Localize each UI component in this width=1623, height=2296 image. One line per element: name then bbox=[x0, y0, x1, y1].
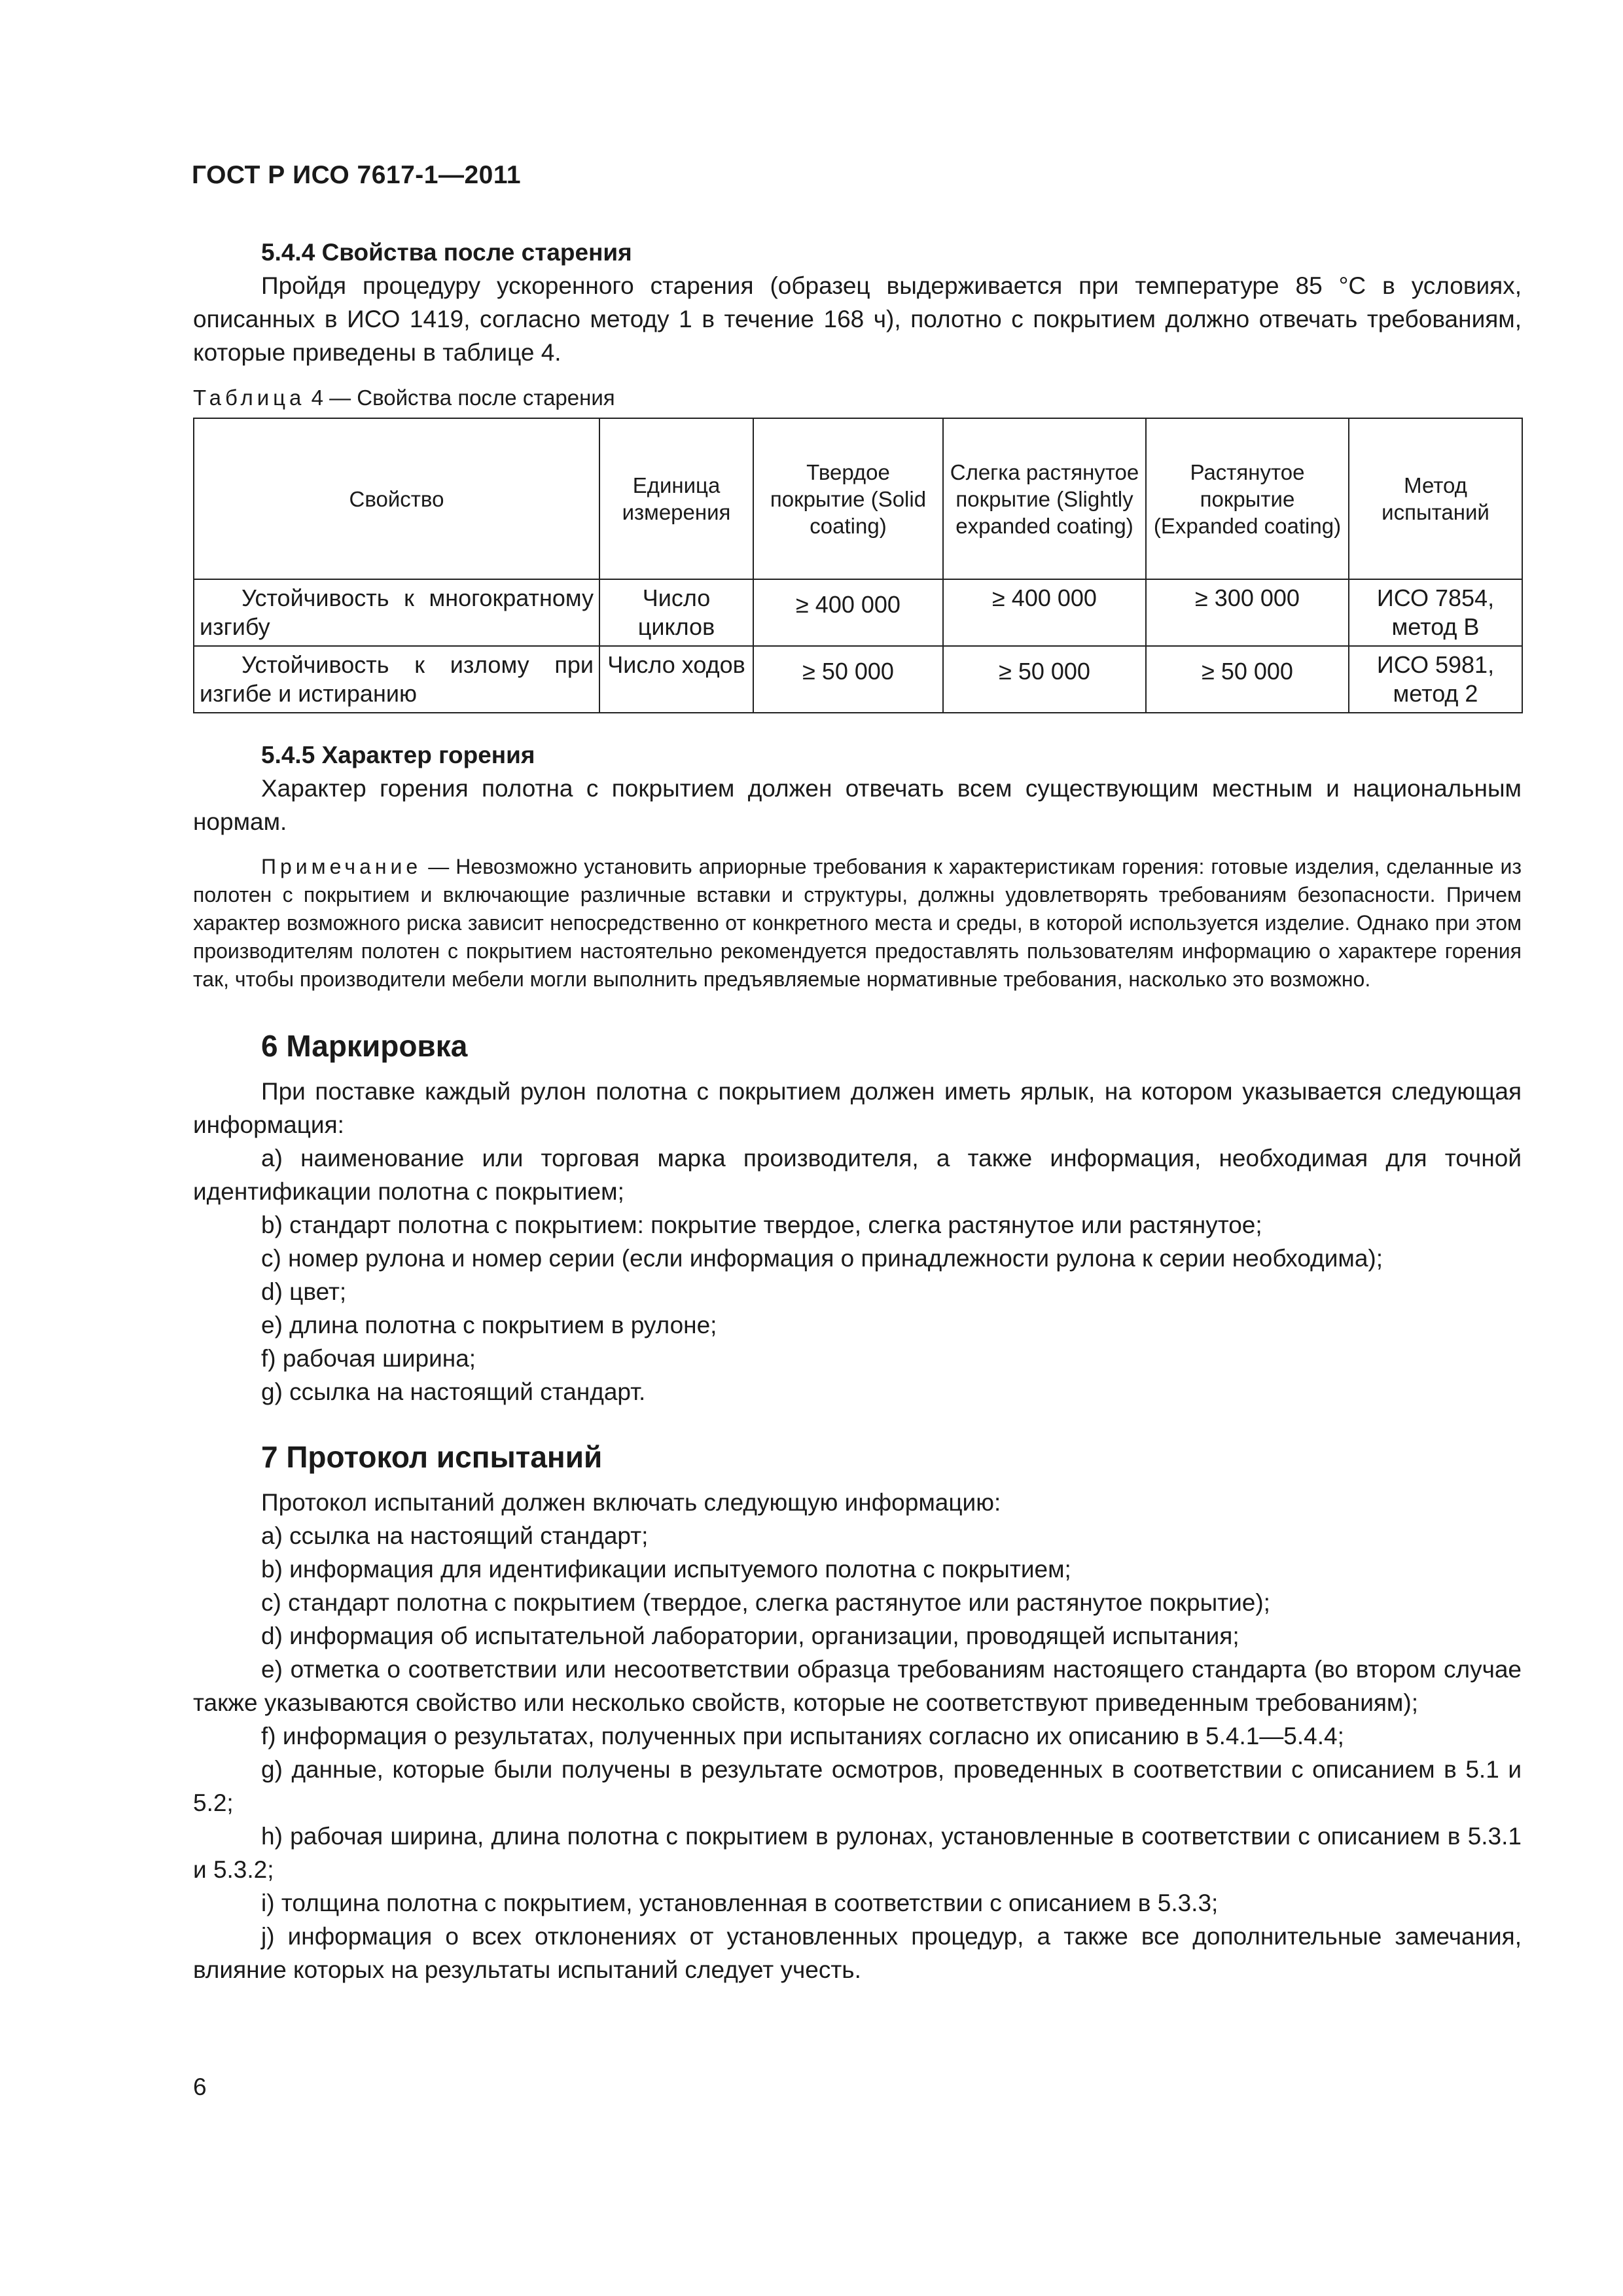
table-4-header-cell: Твердое покрытие (Solid coating) bbox=[753, 418, 943, 579]
table-cell-value: ≥ 400 000 bbox=[753, 579, 943, 646]
table-cell-value: ≥ 50 000 bbox=[1146, 646, 1349, 713]
list-item: d) информация об испытательной лаборатории, организации, проводящей испытания; bbox=[261, 1623, 1240, 1649]
table-4-caption bbox=[193, 384, 1522, 412]
table-4-header-cell: Единица измерения bbox=[599, 418, 753, 579]
table-cell-value: ≥ 50 000 bbox=[753, 646, 943, 713]
section-7-intro: Протокол испытаний должен включать следующую информацию: bbox=[261, 1489, 1001, 1516]
list-item: f) информация о результатах, полученных при испытаниях согласно их описанию в 5.4.1—5.4.4; bbox=[261, 1723, 1344, 1749]
list-item: d) цвет; bbox=[261, 1278, 347, 1305]
table-4-header-cell: Метод испытаний bbox=[1349, 418, 1522, 579]
table-cell-value: ≥ 300 000 bbox=[1146, 579, 1349, 646]
section-5-4-5-heading: 5.4.5 Характер горения bbox=[261, 742, 535, 768]
table-4-header-cell: Слегка растянутое покрытие (Slightly expanded coating) bbox=[943, 418, 1146, 579]
table-cell-property: Устойчивость к излому при изгибе и истиранию bbox=[194, 646, 599, 713]
table-4 bbox=[193, 418, 1523, 713]
table-4-caption-title: 4 — Свойства после старения bbox=[311, 386, 615, 410]
list-item: i) толщина полотна с покрытием, установленная в соответствии с описанием в 5.3.3; bbox=[261, 1890, 1219, 1916]
list-item: a) ссылка на настоящий стандарт; bbox=[261, 1522, 649, 1549]
table-4-header-row bbox=[194, 418, 1522, 579]
table-row bbox=[194, 579, 1522, 646]
section-5-4-4-paragraph: Пройдя процедуру ускоренного старения (образец выдерживается при температуре 85 °C в условиях, описанных в ИСО 1419, согласно методу 1 в течение 168 ч), полотно с покрытием должно отвечать требованиям, которые приведены в таблице 4. bbox=[193, 272, 1522, 366]
page-content bbox=[193, 236, 1522, 1986]
section-6-intro: При поставке каждый рулон полотна с покрытием должен иметь ярлык, на котором указывается следующая информация: bbox=[193, 1078, 1522, 1138]
list-item: b) информация для идентификации испытуемого полотна с покрытием; bbox=[261, 1556, 1071, 1583]
table-cell-property: Устойчивость к многократному изгибу bbox=[194, 579, 599, 646]
table-cell-unit: Число циклов bbox=[599, 579, 753, 646]
section-7-heading: 7 Протокол испытаний bbox=[261, 1440, 603, 1474]
table-4-header-cell: Растянутое покрытие (Expanded coating) bbox=[1146, 418, 1349, 579]
page-number: 6 bbox=[193, 2073, 207, 2100]
section-5-4-5-paragraph: Характер горения полотна с покрытием должен отвечать всем существующим местным и национальным нормам. bbox=[193, 775, 1522, 835]
list-item: f) рабочая ширина; bbox=[261, 1345, 476, 1372]
table-4-caption-word: Таблица bbox=[193, 386, 306, 410]
note-text: — Невозможно установить априорные требования к характеристикам горения: готовые изделия, сделанные из полотен с покрытием и включающие различные вставки и структуры, должны удовлетворять требованиям безопасности. Причем характер возможного риска зависит непосредственно от конкретного места и среды, в которой используется изделие. Однако при этом производителям полотен с покрытием настоятельно рекомендуется предоставлять пользователям информацию о характере горения так, чтобы производители мебели могли выполнить предъявляемые нормативные требования, насколько это возможно. bbox=[193, 855, 1522, 991]
document-header: ГОСТ Р ИСО 7617-1—2011 bbox=[192, 161, 522, 189]
list-item: e) длина полотна с покрытием в рулоне; bbox=[261, 1312, 717, 1338]
note bbox=[193, 853, 1522, 994]
list-item: j) информация о всех отклонениях от установленных процедур, а также все дополнительные замечания, влияние которых на результаты испытаний следует учесть. bbox=[193, 1923, 1522, 1983]
list-item: g) ссылка на настоящий стандарт. bbox=[261, 1378, 646, 1405]
note-label: Примечание bbox=[261, 855, 422, 878]
section-6-heading: 6 Маркировка bbox=[261, 1029, 468, 1063]
list-item: c) номер рулона и номер серии (если информация о принадлежности рулона к серии необходима); bbox=[261, 1245, 1383, 1272]
list-item: h) рабочая ширина, длина полотна с покрытием в рулонах, установленные в соответствии с описанием в 5.3.1 и 5.3.2; bbox=[193, 1823, 1522, 1883]
table-cell-value: ≥ 400 000 bbox=[943, 579, 1146, 646]
table-cell-method: ИСО 5981, метод 2 bbox=[1349, 646, 1522, 713]
table-cell-method: ИСО 7854, метод В bbox=[1349, 579, 1522, 646]
list-item: c) стандарт полотна с покрытием (твердое, слегка растянутое или растянутое покрытие); bbox=[261, 1589, 1270, 1616]
table-4-header-cell: Свойство bbox=[194, 418, 599, 579]
table-cell-value: ≥ 50 000 bbox=[943, 646, 1146, 713]
list-item: g) данные, которые были получены в результате осмотров, проведенных в соответствии с описанием в 5.1 и 5.2; bbox=[193, 1756, 1522, 1816]
table-cell-unit: Число ходов bbox=[599, 646, 753, 713]
section-5-4-4-heading: 5.4.4 Свойства после старения bbox=[261, 239, 632, 266]
list-item: e) отметка о соответствии или несоответствии образца требованиям настоящего стандарта (во втором случае также указываются свойство или несколько свойств, которые не соответствуют приведенным требованиям); bbox=[193, 1656, 1522, 1716]
list-item: a) наименование или торговая марка производителя, а также информация, необходимая для точной идентификации полотна с покрытием; bbox=[193, 1145, 1522, 1205]
list-item: b) стандарт полотна с покрытием: покрытие твердое, слегка растянутое или растянутое; bbox=[261, 1211, 1262, 1238]
table-row bbox=[194, 646, 1522, 713]
